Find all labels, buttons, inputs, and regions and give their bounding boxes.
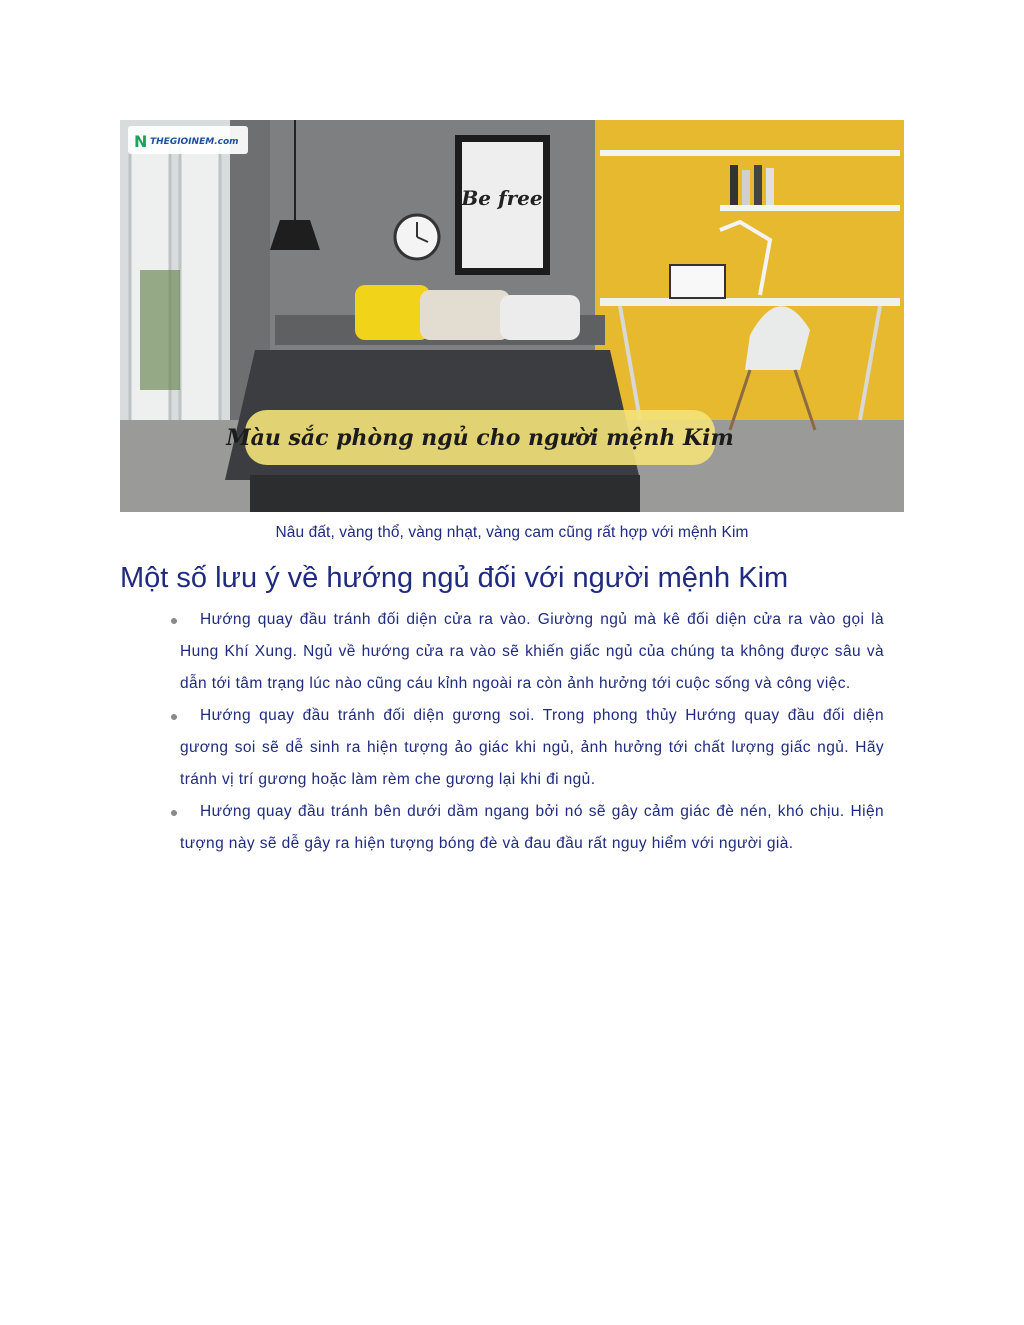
bullet-list bbox=[168, 604, 884, 860]
plant bbox=[140, 270, 180, 390]
bullet-icon bbox=[171, 714, 177, 720]
list-item bbox=[168, 700, 884, 796]
yellow-pillow bbox=[355, 285, 430, 340]
desk bbox=[600, 298, 900, 306]
bullet-icon bbox=[171, 810, 177, 816]
list-item-text: Hướng quay đầu tránh đối diện gương soi. Trong phong thủy Hướng quay đầu đối diện gương soi sẽ dễ sinh ra hiện tượng ảo giác khi ngủ, ảnh hưởng tới chất lượng giấc ngủ. Hãy tránh vị trí gương hoặc làm rèm che gương lại khi đi ngủ. bbox=[180, 707, 884, 788]
list-item bbox=[168, 796, 884, 860]
list-item-text: Hướng quay đầu tránh bên dưới dầm ngang bởi nó sẽ gây cảm giác đè nén, khó chịu. Hiện tượng này sẽ dễ gây ra hiện tượng bóng đè và đau đầu rất nguy hiểm với người già. bbox=[180, 803, 884, 852]
list-item-text: Hướng quay đầu tránh đối diện cửa ra vào. Giường ngủ mà kê đối diện cửa ra vào gọi là Hung Khí Xung. Ngủ về hướng cửa ra vào sẽ khiến giấc ngủ của chúng ta không được sâu và dẫn tới tâm trạng lúc nào cũng cáu kỉnh ngoài ra còn ảnh hưởng tới cuộc sống và công việc. bbox=[180, 611, 884, 692]
image-caption: Nâu đất, vàng thổ, vàng nhạt, vàng cam cũng rất hợp với mệnh Kim bbox=[275, 524, 749, 541]
svg-text:N: N bbox=[134, 132, 148, 151]
bedroom-photo bbox=[120, 120, 904, 512]
poster-text: Be free bbox=[461, 186, 543, 210]
pillow bbox=[500, 295, 580, 340]
shelf bbox=[720, 205, 900, 211]
bedroom-illustration bbox=[120, 120, 904, 512]
banner-text: Màu sắc phòng ngủ cho người mệnh Kim bbox=[226, 425, 734, 451]
section-heading: Một số lưu ý về hướng ngủ đối với người mệnh Kim bbox=[120, 562, 789, 594]
bed-base bbox=[250, 475, 640, 512]
striped-pillow bbox=[420, 290, 510, 340]
laptop bbox=[670, 265, 725, 298]
shelf bbox=[600, 150, 900, 156]
list-item bbox=[168, 604, 884, 700]
bullet-icon bbox=[171, 618, 177, 624]
logo-text: THEGIOINEM.com bbox=[150, 137, 239, 147]
